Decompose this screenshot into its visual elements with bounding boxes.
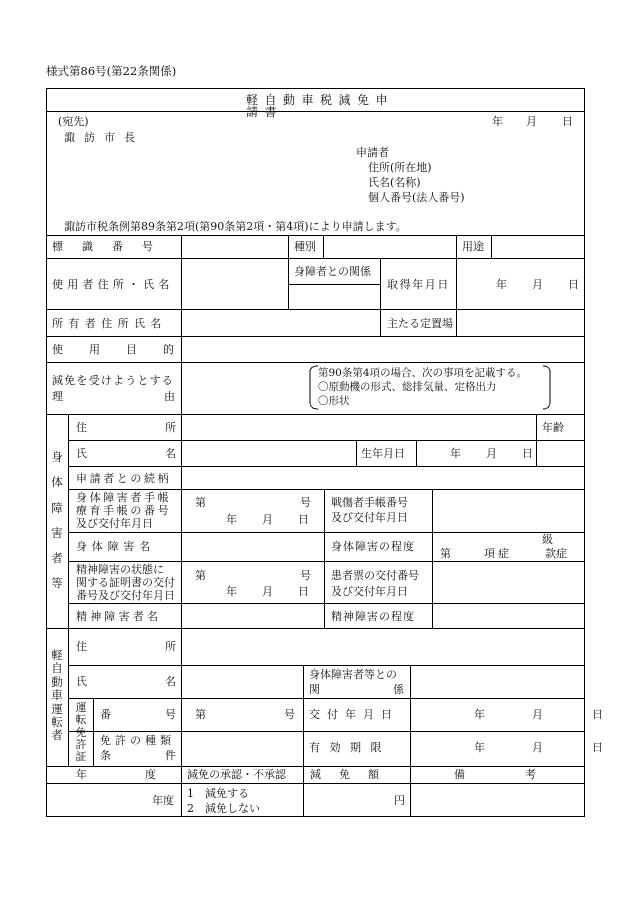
purpose-label: 使用目的 bbox=[52, 343, 200, 356]
driver-address-label bbox=[76, 641, 176, 652]
storage-label: 主たる定置場 bbox=[387, 317, 453, 330]
birth-day: 日 bbox=[522, 447, 533, 460]
mental-year: 年 bbox=[226, 585, 237, 598]
reason-label-1: 減免を受けようとする bbox=[52, 374, 174, 387]
relation-label: 身障者との関係 bbox=[294, 265, 371, 278]
disabled-address-char-1: 住 bbox=[76, 421, 87, 434]
war-label-1: 戦傷者手帳番号 bbox=[331, 496, 408, 509]
degree-shou: 症 bbox=[498, 547, 509, 560]
driver-section-char-3: 動 bbox=[51, 674, 63, 689]
birth-label: 生年月日 bbox=[361, 447, 405, 460]
license-type-label-1: 免許の種類 bbox=[100, 734, 175, 747]
disabled-address-char-2: 所 bbox=[165, 421, 176, 434]
disabled-name-char-1: 氏 bbox=[76, 447, 87, 460]
acquired-label: 取得年月日 bbox=[387, 278, 450, 291]
license-number-char-1: 番 bbox=[100, 708, 111, 721]
note-line-2: 〇原動機の形式、総排気量、定格出力 bbox=[318, 381, 497, 393]
driver-section-char-6: 転 bbox=[51, 715, 63, 730]
license-section-label bbox=[74, 702, 88, 762]
form-title-text: 軽自動車税減免申請書 bbox=[246, 93, 395, 119]
license-char-4: 許 bbox=[75, 737, 87, 751]
notes-label bbox=[454, 769, 536, 780]
book-day: 日 bbox=[298, 513, 309, 526]
issue-day: 日 bbox=[592, 708, 603, 721]
issue-year: 年 bbox=[474, 708, 485, 721]
valid-year: 年 bbox=[474, 741, 485, 754]
approval-label: 減免の承認・不承認 bbox=[187, 768, 286, 781]
book-month: 月 bbox=[262, 513, 273, 526]
note-line-1: 第90条第4項の場合、次の事項を記載する。 bbox=[318, 367, 528, 379]
license-char-2: 転 bbox=[75, 713, 87, 727]
license-char-5: 証 bbox=[75, 750, 87, 763]
degree-dai: 第 bbox=[440, 547, 451, 560]
birth-month: 月 bbox=[486, 447, 497, 460]
mental-cert-label-2: 関する証明書の交付 bbox=[76, 576, 175, 589]
mental-day: 日 bbox=[298, 585, 309, 598]
disabled-section-char-4: 害 bbox=[51, 525, 63, 540]
approval-option-1: 1 減免する bbox=[187, 787, 249, 800]
license-number-char-2: 号 bbox=[165, 708, 176, 721]
disabled-name-char-2: 名 bbox=[165, 447, 176, 460]
note-line-3: 〇形状 bbox=[318, 395, 350, 407]
book-label-3: 及び交付年月日 bbox=[76, 517, 153, 530]
issue-month: 月 bbox=[532, 708, 543, 721]
driver-section-char-5: 運 bbox=[51, 701, 63, 716]
footer-year-value: 年度 bbox=[152, 794, 174, 807]
header-year: 年 bbox=[492, 115, 503, 128]
valid-month: 月 bbox=[532, 741, 543, 754]
driver-section-char-7: 者 bbox=[51, 728, 63, 743]
valid-label: 有効期限 bbox=[309, 741, 391, 754]
license-go: 号 bbox=[284, 708, 295, 721]
disabled-section-label bbox=[50, 452, 64, 590]
approval-option-2: 2 減免しない bbox=[187, 802, 260, 815]
addressee: (宛先) bbox=[58, 115, 89, 128]
disability-name-label: 身体障害名 bbox=[76, 540, 155, 553]
license-char-1: 運 bbox=[75, 701, 87, 714]
book-label-2: 療育手帳の番号 bbox=[76, 504, 172, 517]
statement: 諏訪市税条例第89条第2項(第90条第2項・第4項)により申請します。 bbox=[64, 220, 407, 233]
amount-label: 減免額 bbox=[310, 768, 397, 781]
license-type-label-2 bbox=[100, 750, 176, 761]
mental-degree-label: 精神障害の程度 bbox=[331, 610, 415, 623]
owner-label: 所有者住所氏名 bbox=[52, 317, 167, 330]
yen-label: 円 bbox=[394, 794, 405, 807]
footer-year-char-1: 年 bbox=[76, 768, 87, 781]
degree-kyu: 級 bbox=[542, 533, 553, 546]
disabled-section-char-2: 体 bbox=[51, 475, 63, 490]
user-label: 使用者住所・氏名 bbox=[52, 278, 174, 291]
mental-cert-label-1: 精神障害の状態に bbox=[76, 563, 164, 576]
driver-section-char-2: 自 bbox=[51, 661, 63, 676]
driver-name-char-1: 氏 bbox=[76, 675, 87, 688]
age-label: 年齢 bbox=[542, 421, 564, 434]
acquired-year: 年 bbox=[496, 278, 507, 291]
driver-section-label bbox=[50, 650, 64, 742]
acquired-month: 月 bbox=[532, 278, 543, 291]
driver-relation-label-1: 身体障害者等との bbox=[309, 668, 397, 681]
use-label: 用途 bbox=[462, 240, 484, 253]
applicant-name-label: 氏名(名称) bbox=[368, 176, 421, 189]
header-day: 日 bbox=[562, 115, 573, 128]
mental-month: 月 bbox=[262, 585, 273, 598]
mayor-label: 諏訪市長 bbox=[64, 131, 144, 144]
driver-relation-label-2 bbox=[309, 684, 404, 695]
patient-label-2: 及び交付年月日 bbox=[331, 585, 408, 598]
driver-address-char-1: 住 bbox=[76, 640, 87, 653]
applicant-id-label: 個人番号(法人番号) bbox=[368, 191, 465, 204]
notes-char-1: 備 bbox=[454, 768, 465, 781]
driver-relation-char-1: 関 bbox=[309, 683, 320, 696]
driver-relation-char-2: 係 bbox=[393, 683, 404, 696]
reason-label-ri: 理 bbox=[52, 390, 63, 403]
issue-date-label: 交付年月日 bbox=[309, 708, 399, 721]
plate-label: 標識番号 bbox=[52, 240, 172, 253]
applicant-label: 申請者 bbox=[356, 146, 389, 159]
form-title bbox=[246, 94, 406, 118]
applicant-relation-label: 申請者との続柄 bbox=[76, 472, 172, 485]
war-label-2: 及び交付年月日 bbox=[331, 511, 408, 524]
license-char-3: 免 bbox=[75, 725, 87, 739]
driver-name-char-2: 名 bbox=[165, 675, 176, 688]
book-label-1: 身体障害者手帳 bbox=[76, 491, 172, 504]
disabled-section-char-3: 障 bbox=[51, 500, 63, 515]
patient-label-1: 患者票の交付番号 bbox=[331, 569, 419, 582]
disabled-address-label bbox=[76, 422, 176, 433]
book-go: 号 bbox=[300, 496, 311, 509]
reason-label-2 bbox=[52, 391, 175, 402]
license-type-char-1: 条 bbox=[100, 749, 111, 762]
book-year: 年 bbox=[226, 513, 237, 526]
mental-dai: 第 bbox=[195, 569, 206, 582]
footer-year-label bbox=[76, 769, 156, 780]
mental-go: 号 bbox=[300, 569, 311, 582]
license-number-label bbox=[100, 709, 176, 720]
header-month: 月 bbox=[526, 115, 537, 128]
license-type-char-2: 件 bbox=[165, 749, 176, 762]
disabled-name-label bbox=[76, 448, 176, 459]
valid-day: 日 bbox=[592, 741, 603, 754]
mental-cert-label-3: 番号及び交付年月日 bbox=[76, 589, 175, 602]
driver-section-char-1: 軽 bbox=[51, 648, 63, 662]
birth-year: 年 bbox=[450, 447, 461, 460]
driver-name-label bbox=[76, 676, 176, 687]
notes-char-2: 考 bbox=[525, 768, 536, 781]
disabled-section-char-1: 身 bbox=[51, 450, 63, 464]
driver-address-char-2: 所 bbox=[165, 640, 176, 653]
book-dai: 第 bbox=[195, 496, 206, 509]
disabled-section-char-6: 等 bbox=[51, 576, 63, 591]
mental-name-label: 精神障害者名 bbox=[76, 610, 162, 623]
applicant-address-label: 住所(所在地) bbox=[368, 161, 432, 174]
disabled-section-char-5: 者 bbox=[51, 551, 63, 566]
form-number: 様式第86号(第22条関係) bbox=[46, 64, 177, 78]
acquired-day: 日 bbox=[568, 278, 579, 291]
disability-degree-label: 身体障害の程度 bbox=[331, 540, 415, 553]
reason-label-yu: 由 bbox=[164, 390, 175, 403]
degree-kansho: 款症 bbox=[545, 547, 567, 560]
driver-section-char-4: 車 bbox=[51, 688, 63, 703]
footer-year-char-2: 度 bbox=[145, 768, 156, 781]
degree-kou: 項 bbox=[484, 547, 495, 560]
license-dai: 第 bbox=[195, 708, 206, 721]
type-label: 種別 bbox=[294, 240, 316, 253]
